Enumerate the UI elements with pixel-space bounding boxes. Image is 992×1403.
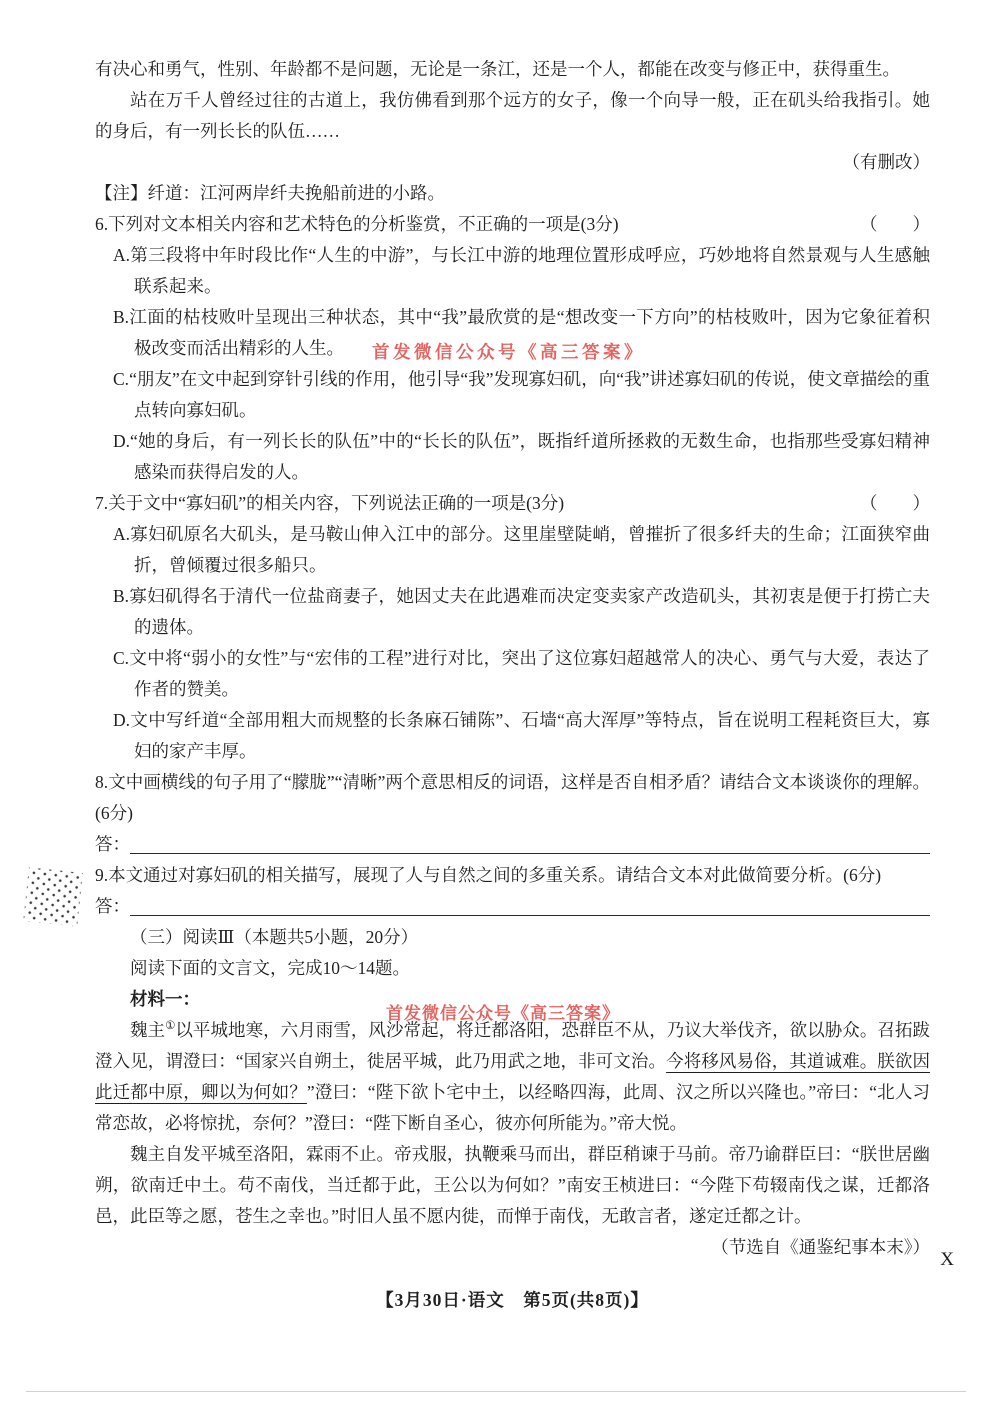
question-6-stem: 6.下列对文本相关内容和艺术特色的分析鉴赏，不正确的一项是(3分) <box>95 214 619 234</box>
option-text: 第三段将中年时段比作“人生的中游”，与长江中游的地理位置形成呼应，巧妙地将自然景观与人生感触联系起来。 <box>130 245 930 296</box>
edit-note: （有删改） <box>842 152 930 172</box>
question-8-answer-row <box>95 829 930 860</box>
section-3-header: （三）阅读Ⅲ（本题共5小题，20分） <box>130 927 419 947</box>
question-6 <box>95 209 930 240</box>
option-label: B. <box>113 586 130 606</box>
intro-paragraph: 站在万千人曾经过往的古道上，我仿佛看到那个远方的女子，像一个向导一般，正在矶头给我指引。她的身后，有一列长长的队伍…… <box>95 90 930 141</box>
passage-text: 魏主 <box>130 1020 166 1040</box>
option-text: 寡妇矶原名大矶头，是马鞍山伸入江中的部分。这里崖壁陡峭，曾摧折了很多纤夫的生命；江面狭窄曲折，曾倾覆过很多船只。 <box>130 524 930 575</box>
question-6-option-d <box>95 426 930 488</box>
option-text: 江面的枯枝败叶呈现出三种状态，其中“我”最欣赏的是“想改变一下方向”的枯枝败叶，因为它象征着积极改变而活出精彩的人生。 <box>129 307 930 358</box>
option-text: 文中写纤道“全部用粗大而规整的长条麻石铺陈”、石墙“高大浑厚”等特点，旨在说明工程耗资巨大，寡妇的家产丰厚。 <box>130 710 930 761</box>
footnote-marker: ① <box>165 1020 176 1033</box>
source-attribution: （节选自《通鉴纪事本末》） <box>711 1237 930 1257</box>
answer-label: 答： <box>95 834 130 854</box>
question-8-stem: 8.文中画横线的句子用了“朦胧”“清晰”两个意思相反的词语，这样是否自相矛盾？请结合文本谈谈你的理解。(6分) <box>95 772 930 823</box>
answer-label: 答： <box>95 896 130 916</box>
answer-bracket-q6: （ ） <box>860 214 930 234</box>
option-text: 寡妇矶得名于清代一位盐商妻子，她因丈夫在此遇难而决定变卖家产改造矶头，其初衷是便于打捞亡夫的遗体。 <box>129 586 930 637</box>
question-9-stem: 9.本文通过对寡妇矶的相关描写，展现了人与自然之间的多重关系。请结合文本对此做简要分析。(6分) <box>95 865 882 885</box>
option-text: 文中将“弱小的女性”与“宏伟的工程”进行对比，突出了这位寡妇超越常人的决心、勇气与大爱，表达了作者的赞美。 <box>129 648 930 699</box>
question-7-option-b <box>95 581 930 643</box>
question-7-stem: 7.关于文中“寡妇矶”的相关内容，下列说法正确的一项是(3分) <box>95 493 565 513</box>
question-7 <box>95 488 930 519</box>
option-label: A. <box>113 245 131 265</box>
question-7-option-d <box>95 705 930 767</box>
classical-passage-2: 魏主自发平城至洛阳，霖雨不止。帝戎服，执鞭乘马而出，群臣稍谏于马前。帝乃谕群臣曰：“朕世居幽朔，欲南迁中土。苟不南伐，当迁都于此，王公以为何如？”南安王桢进曰：“今陛下苟辍南伐之谋，迁都洛邑，此臣等之愿，苍生之幸也。”时旧人虽不愿内徙，而惮于南伐，无敢言者，遂定迁都之计。 <box>95 1144 930 1226</box>
corner-mark-x: X <box>940 1249 954 1270</box>
option-label: C. <box>113 648 130 668</box>
option-label: A. <box>113 524 131 544</box>
red-watermark-bottom: 首发微信公众号《高三答案》 <box>386 1004 620 1023</box>
answer-bracket-q7: （ ） <box>860 493 930 513</box>
option-text: “她的身后，有一列长长的队伍”中的“长长的队伍”，既指纤道所拯救的无数生命，也指那些受寡妇精神感染而获得启发的人。 <box>130 431 930 482</box>
option-label: D. <box>113 710 131 730</box>
page-footer <box>95 1285 930 1316</box>
option-label: B. <box>113 307 130 327</box>
red-watermark-top: 首发微信公众号《高三答案》 <box>372 342 645 362</box>
question-7-option-c <box>95 643 930 705</box>
option-label: D. <box>113 431 131 451</box>
question-9-answer-row <box>95 891 930 922</box>
option-label: C. <box>113 369 130 389</box>
underlined-clause: 今将移风易俗，其道诚难。朕欲因此迁都中原，卿以为何如？ <box>95 1051 931 1102</box>
material-1-label: 材料一： <box>130 989 200 1009</box>
question-6-option-c <box>95 364 930 426</box>
intro-paragraph-continuation: 有决心和勇气，性别、年龄都不是问题，无论是一条江，还是一个人，都能在改变与修正中，获得重生。 <box>95 59 900 79</box>
passage-text: ”澄曰：“陛下欲卜宅中土，以经略四海，此周、汉之所以兴隆也。”帝曰：“北人习常恋故，必将惊扰，奈何？”澄曰：“陛下断自圣心，彼亦何所能为。”帝大悦。 <box>95 1082 931 1133</box>
scan-edge-line <box>26 1391 966 1392</box>
answer-blank-line <box>130 891 930 916</box>
passage-text: 以平城地寒，六月雨雪，风沙常起，将迁都洛阳，恐群臣不从，乃议大举伐齐，欲以胁众。召拓跋澄入见，谓澄曰：“国家兴自朔土，徙居平城，此乃用武之地，非可文治。 <box>95 1020 931 1071</box>
option-text: “朋友”在文中起到穿针引线的作用，他引导“我”发现寡妇矶，向“我”讲述寡妇矶的传说，使文章描绘的重点转向寡妇矶。 <box>129 369 930 420</box>
answer-blank-line <box>130 829 930 854</box>
section-3-instruction: 阅读下面的文言文，完成10～14题。 <box>130 958 410 978</box>
footer-text: 【3月30日·语文 第5页(共8页)】 <box>376 1290 649 1310</box>
anti-copy-dot-pattern <box>23 867 82 926</box>
classical-passage-1 <box>95 1015 930 1139</box>
question-7-option-a <box>95 519 930 581</box>
question-6-option-a <box>95 240 930 302</box>
footnote-line: 【注】纤道：江河两岸纤夫挽船前进的小路。 <box>95 183 445 203</box>
